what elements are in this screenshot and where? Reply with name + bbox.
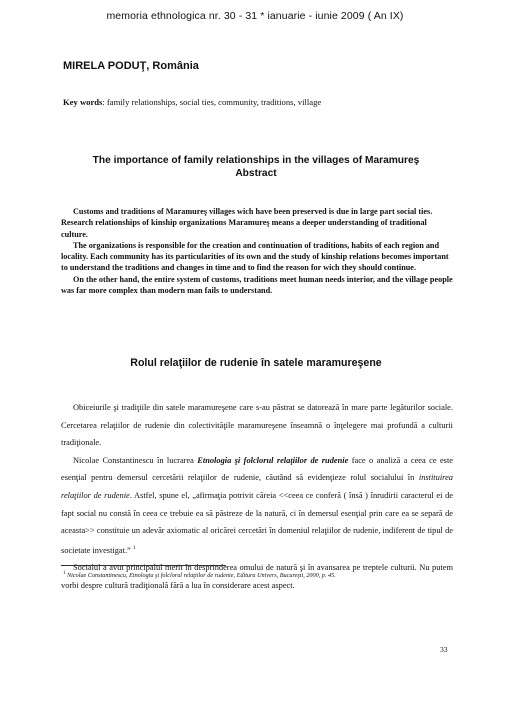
abstract-paragraph: The organizations is responsible for the creation and continuation of traditions, habits of each region and locality. Each community has its particularities of its own and the study of kinship relations becomes important to understand the traditions and changes in time and to find the reason for wich they should continue. (61, 240, 449, 273)
abstract-paragraph: On the other hand, the entire system of customs, traditions meet human needs interior, and the village people was far more complex than modern man fails to understand. (61, 274, 453, 296)
italic-phrase: instituirea relaţiilor de rudenie (61, 473, 453, 500)
body-paragraph: Socialul a avut principalul merit în desprinderea omului de natură şi în avansarea pe treptele culturii. Nu putem vorbi despre cultură tradiţională fără a lua în considerare acest aspect. (61, 563, 453, 590)
abstract-body (61, 206, 453, 296)
footnote (63, 571, 336, 579)
body-paragraph: Obiceiurile şi tradiţiile din satele maramureşene care s-au păstrat se datorează în mare parte legăturilor sociale. Cercetarea relaţiilor de rudenie din colectivităţile maramureşene înseamnă o înţelegere mai profundă a culturii tradiţionale. (61, 403, 453, 448)
body-text-run: Nicolae Constantinescu în lucrarea (73, 455, 198, 465)
body-paragraph (61, 452, 453, 559)
section-title: Rolul relaţiilor de rudenie în satele maramureşene (130, 357, 382, 369)
body-text-run: . Astfel, spune el, „afirmaţia potrivit căreia <<ceea ce conferă ( însă ) înrudirii caracterul ei de fapt social nu constă în ceea ce trebuie ea să păstreze de la natură, ci în demersul esenţial prin care ea se separă de aceasta>> constituie un adevăr axiomatic al oricărei cercetări în domeniul relaţiilor de rudenie, indiferent de tipul de societate investigat.” (61, 490, 453, 555)
running-header: memoria ethnologica nr. 30 - 31 * ianuarie - iunie 2009 ( An IX) (106, 10, 404, 22)
keywords-label: Key words (63, 97, 103, 107)
keywords (63, 97, 321, 107)
abstract-title: The importance of family relationships in the villages of Maramureş (92, 155, 420, 166)
footnote-text: Nicolae Constantinescu, Etnologia şi folclorul relaţiilor de rudenie, Editura Univers, Bucureşti, 2000, p. 45. (67, 572, 336, 580)
footnote-reference[interactable]: 1 (132, 544, 136, 551)
abstract-heading: Abstract (235, 168, 277, 179)
cited-work-title: Etnologia şi folclorul relaţiilor de rudenie (197, 455, 349, 465)
keywords-text: : family relationships, social ties, community, traditions, village (102, 97, 322, 107)
footnote-divider (61, 565, 226, 566)
body-text-run: face o analiză a ceea ce este esenţial pentru demersul cercetării relaţiilor de rudenie, căutând să evidenţieze rolul socialului în (61, 455, 453, 483)
author-name: MIRELA PODUŢ, România (63, 60, 199, 72)
footnote-marker: 1 (63, 571, 66, 576)
abstract-paragraph: Customs and traditions of Maramureş villages wich have been preserved is due in large part social ties. Research relationships of kinship organizations Maramureş means a deeper understanding of traditional culture. (61, 207, 433, 239)
page-number: 33 (440, 645, 448, 654)
